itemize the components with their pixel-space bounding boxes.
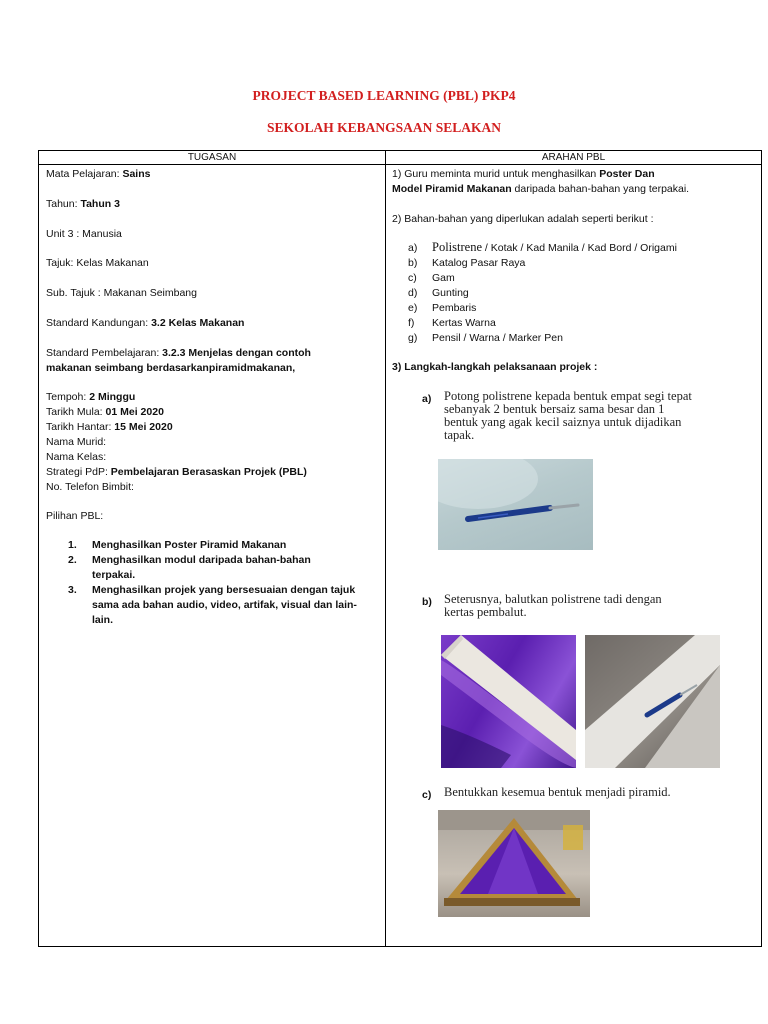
step-text: Potong polistrene kepada bentuk empat segi tepat sebanyak 2 bentuk bersaiz sama besar dan 1 bentuk yang agak kecil saiznya untuk dijadikan tapak.	[444, 389, 692, 442]
learning-standard-line: Standard Pembelajaran: 3.2.3 Menjelas dengan contoh	[46, 347, 311, 359]
instruction-3: 3) Langkah-langkah pelaksanaan projek :	[392, 361, 598, 373]
instruction-1: 1) Guru meminta murid untuk menghasilkan Poster Dan	[392, 168, 655, 180]
subtopic-line: Sub. Tajuk : Makanan Seimbang	[46, 287, 197, 299]
pbl-options-label: Pilihan PBL:	[46, 510, 104, 522]
option-text: lain.	[92, 614, 114, 626]
material-letter: b)	[408, 257, 418, 269]
header-arahan-pbl: ARAHAN PBL	[541, 152, 606, 163]
year-line: Tahun: Tahun 3	[46, 198, 120, 210]
topic-line: Tajuk: Kelas Makanan	[46, 257, 149, 269]
column-divider	[385, 151, 386, 946]
wrapping-photo-2	[585, 635, 720, 768]
wrapping-photo	[441, 635, 576, 768]
option-number: 2.	[68, 554, 77, 566]
material-item: Pembaris	[432, 302, 477, 314]
material-letter: d)	[408, 287, 418, 299]
unit-line: Unit 3 : Manusia	[46, 228, 122, 240]
start-date-line: Tarikh Mula: 01 Mei 2020	[46, 406, 164, 418]
submit-date-line: Tarikh Hantar: 15 Mei 2020	[46, 421, 173, 433]
option-number: 1.	[68, 539, 77, 551]
learning-standard-line-2: makanan seimbang berdasarkanpiramidmakanan,	[46, 362, 296, 374]
strategy-line: Strategi PdP: Pembelajaran Berasaskan Projek (PBL)	[46, 466, 307, 478]
pbl-table	[38, 150, 762, 947]
school-name: SEKOLAH KEBANGSAAN SELAKAN	[266, 120, 502, 135]
material-item: Gam	[432, 272, 455, 284]
material-item: Pensil / Warna / Marker Pen	[432, 332, 563, 344]
instruction-2: 2) Bahan-bahan yang diperlukan adalah seperti berikut :	[392, 213, 654, 225]
option-text: sama ada bahan audio, video, artifak, visual dan lain-	[92, 599, 357, 611]
material-letter: c)	[408, 272, 417, 284]
instruction-1-cont: Model Piramid Makanan daripada bahan-bahan yang terpakai.	[392, 183, 690, 195]
option-text: terpakai.	[92, 569, 136, 581]
knife-photo	[438, 459, 593, 550]
step-letter: c)	[422, 789, 432, 801]
step-letter: b)	[422, 596, 432, 608]
material-letter: a)	[408, 242, 418, 254]
option-text: Menghasilkan projek yang bersesuaian dengan tajuk	[92, 584, 356, 596]
content-standard-line: Standard Kandungan: 3.2 Kelas Makanan	[46, 317, 245, 329]
option-text: Menghasilkan Poster Piramid Makanan	[92, 539, 287, 551]
step-text: Seterusnya, balutkan polistrene tadi dengan kertas pembalut.	[444, 592, 662, 619]
page-title: PROJECT BASED LEARNING (PBL) PKP4	[252, 88, 516, 103]
option-text: Menghasilkan modul daripada bahan-bahan	[92, 554, 311, 566]
option-number: 3.	[68, 584, 77, 596]
phone-line: No. Telefon Bimbit:	[46, 481, 134, 493]
step-text: Bentukkan kesemua bentuk menjadi piramid.	[444, 785, 671, 799]
material-letter: f)	[408, 317, 415, 329]
step-letter: a)	[422, 393, 432, 405]
header-rule	[39, 164, 761, 165]
duration-line: Tempoh: 2 Minggu	[46, 391, 136, 403]
material-letter: g)	[408, 332, 418, 344]
class-name-line: Nama Kelas:	[46, 451, 107, 463]
header-tugasan: TUGASAN	[187, 152, 237, 163]
material-item: Gunting	[432, 287, 469, 299]
material-item: Polistrene / Kotak / Kad Manila / Kad Bord / Origami	[432, 240, 677, 254]
material-item: Katalog Pasar Raya	[432, 257, 526, 269]
material-letter: e)	[408, 302, 418, 314]
subject-line: Mata Pelajaran: Sains	[46, 168, 151, 180]
material-item: Kertas Warna	[432, 317, 496, 329]
pyramid-photo	[438, 810, 590, 917]
student-name-line: Nama Murid:	[46, 436, 107, 448]
